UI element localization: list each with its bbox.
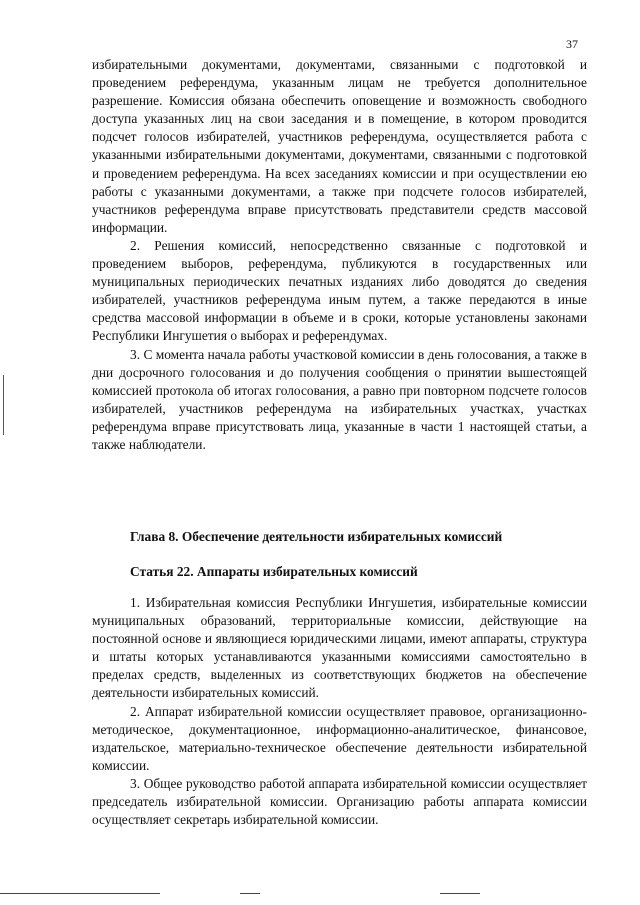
article-heading: Статья 22. Аппараты избирательных комиссий bbox=[130, 564, 418, 579]
scan-edge-line bbox=[440, 893, 480, 894]
scan-margin-mark bbox=[3, 375, 4, 435]
scan-edge-line bbox=[0, 893, 160, 894]
body-text-bottom bbox=[92, 594, 587, 829]
article-paragraph-1: 1. Избирательная комиссия Республики Ингушетия, избирательные комиссии муниципальных образований, территориальные комиссии, действующие на постоянной основе и являющиеся юридическими лицами, имеют аппараты, структура и штаты которых устанавливаются указанными комиссиями самостоятельно в пределах средств, выделенных из соответствующих бюджетов на обеспечение деятельности избирательных комиссий. bbox=[92, 595, 587, 701]
article-paragraph-2: 2. Аппарат избирательной комиссии осуществляет правовое, организационно-методическое, документационное, информационно-аналитическое, финансовое, издательское, материально-техническое обеспечение деятельности избирательной комиссии. bbox=[92, 703, 587, 773]
article-paragraph-3: 3. Общее руководство работой аппарата избирательной комиссии осуществляет председатель избирательной комиссии. Организацию работы аппарата комиссии осуществляет секретарь избирательной комиссии. bbox=[92, 775, 587, 828]
chapter-heading: Глава 8. Обеспечение деятельности избирательных комиссий bbox=[130, 529, 503, 544]
paragraph-continuation: избирательными документами, документами, связанными с подготовкой и проведением референдума, указанным лицам не требуется дополнительное разрешение. Комиссия обязана обеспечить оповещение и возможность свободного доступа указанных лиц на свои заседания и в помещение, в котором проводится подсчет голосов избирателей, участников референдума, осуществляется работа с указанными избирательными документами, документами, связанными с подготовкой и проведением референдума. На всех заседаниях комиссии и при осуществлении ею работы с указанными документами, а также при подсчете голосов избирателей, участников референдума вправе присутствовать представители средств массовой информации. bbox=[92, 57, 587, 235]
paragraph-2: 2. Решения комиссий, непосредственно связанные с подготовкой и проведением выборов, референдума, публикуются в государственных или муниципальных периодических печатных изданиях либо доводятся до сведения избирателей, участников референдума иным путем, а также передаются в иные средства массовой информации в объеме и в сроки, которые установлены законами Республики Ингушетия о выборах и референдумах. bbox=[92, 237, 587, 344]
page-number: 37 bbox=[566, 37, 578, 51]
scan-edge-line bbox=[240, 893, 260, 894]
paragraph-3: 3. С момента начала работы участковой комиссии в день голосования, а также в дни досрочного голосования и до получения сообщения о принятии вышестоящей комиссией протокола об итогах голосования, а равно при повторном подсчете голосов избирателей, участников референдума на избирательных участках, участках референдума вправе присутствовать лица, указанные в части 1 настоящей статьи, а также наблюдатели. bbox=[92, 346, 587, 452]
body-text-top bbox=[92, 56, 587, 454]
